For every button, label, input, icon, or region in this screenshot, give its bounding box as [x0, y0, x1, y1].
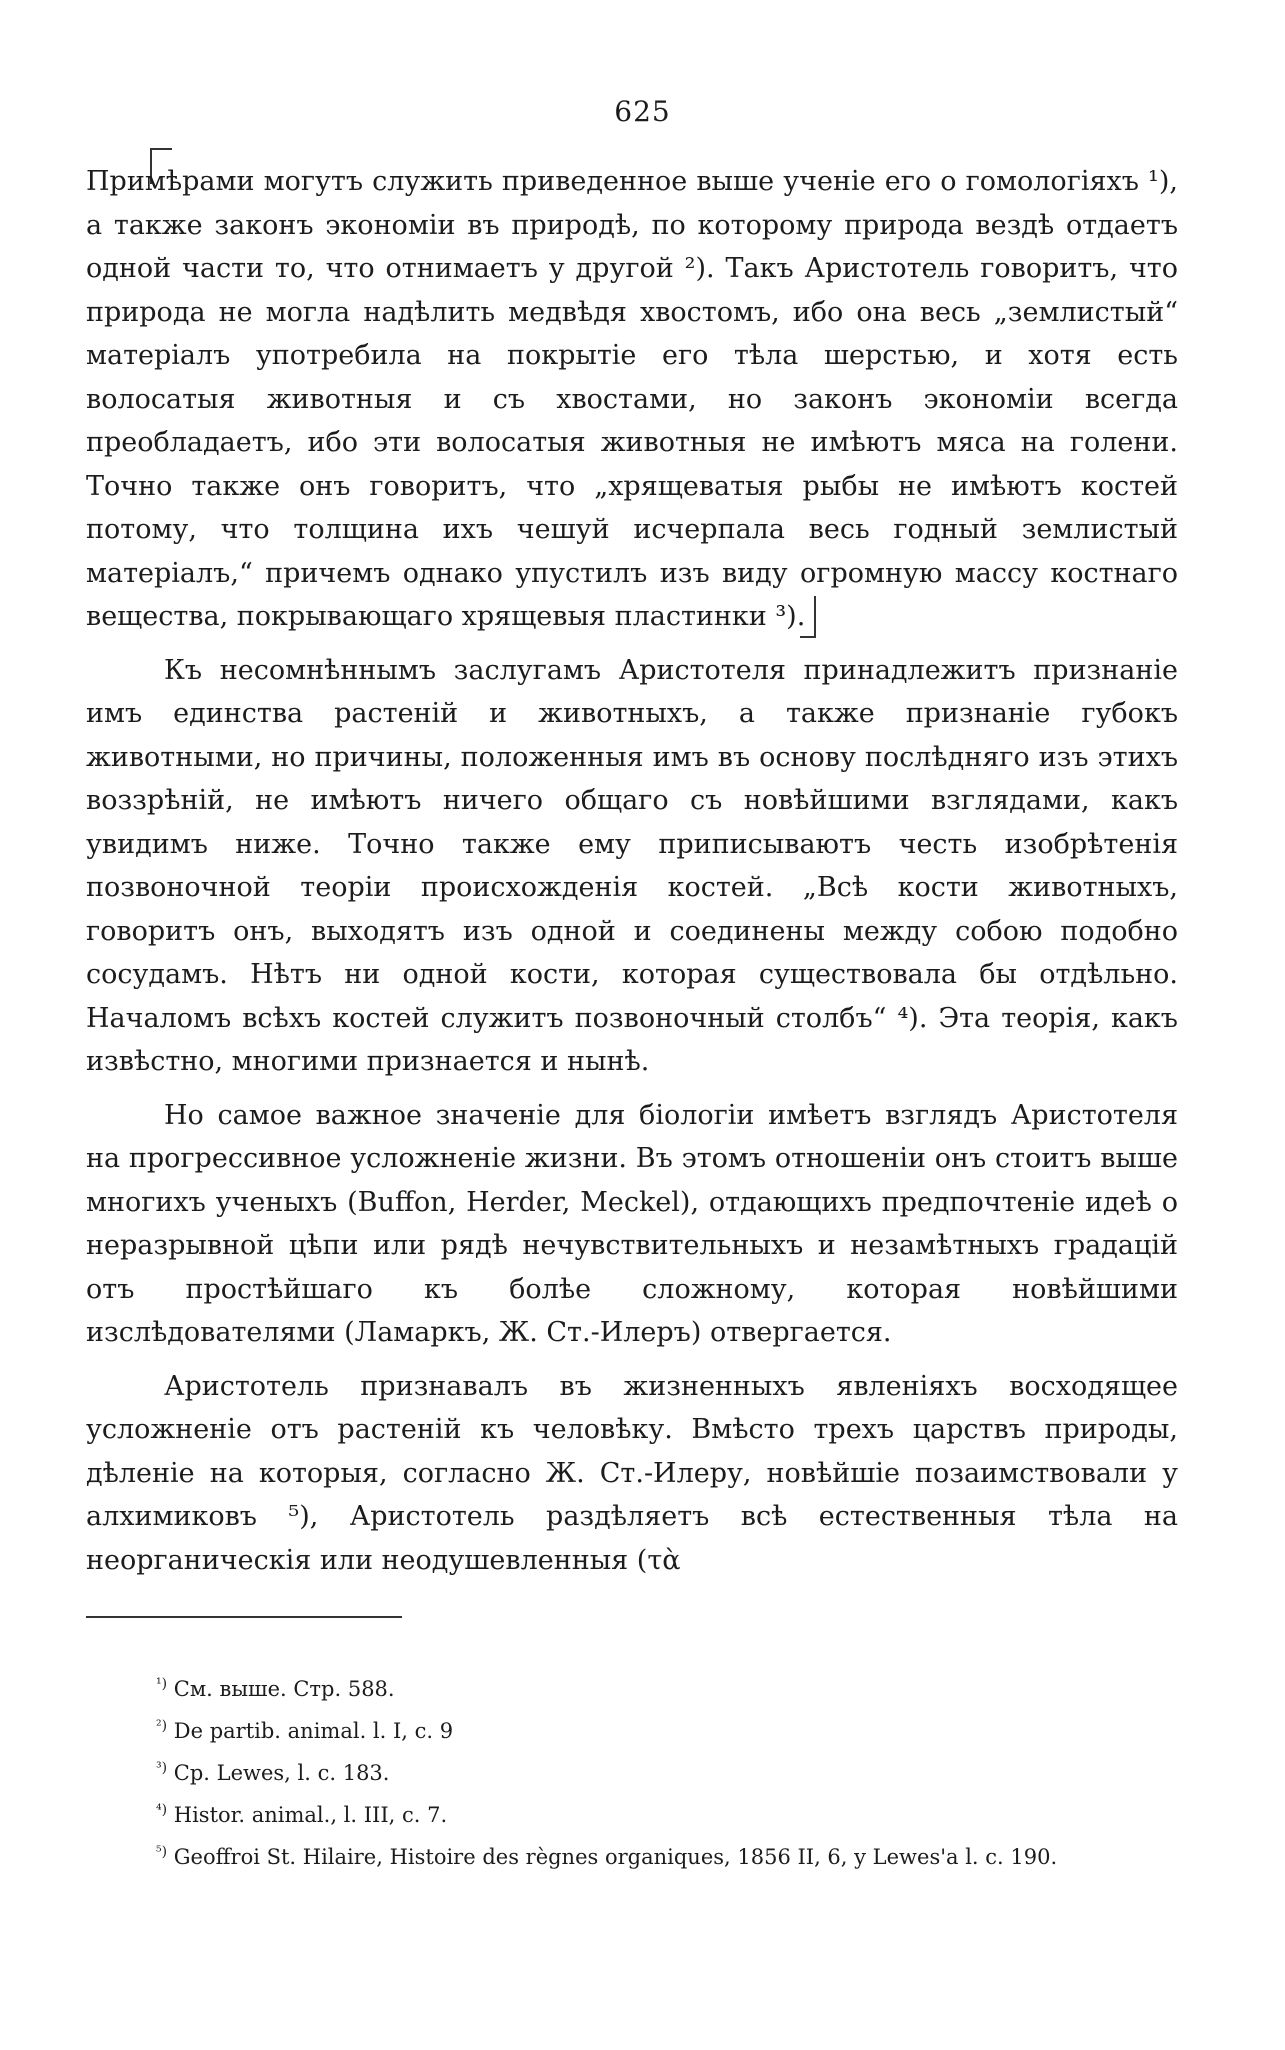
- paragraph-4: Аристотель признавалъ въ жизненныхъ явленіяхъ восходящее усложненіе отъ растеній къ человѣку. Вмѣсто трехъ царствъ природы, дѣленіе на которыя, согласно Ж. Ст.-Илеру, новѣйшіе позаимствовали у алхимиковъ ⁵), Аристотель раздѣляетъ всѣ естественныя тѣла на неорганическія или неодушевленныя (τὰ: [86, 1370, 1178, 1576]
- footnote-text: Histor. animal., l. III, c. 7.: [173, 1803, 448, 1827]
- footnote-divider: [86, 1616, 402, 1618]
- paragraph-1: Примѣрами могутъ служить приведенное выше ученіе его о гомологіяхъ ¹), а также законъ экономіи въ природѣ, по которому природа вездѣ отдаетъ одной части то, что отнимаетъ у другой ²). Такъ Аристотель говоритъ, что природа не могла надѣлить медвѣдя хвостомъ, ибо она весь „землистый“ матеріалъ употребила на покрытіе его тѣла шерстью, и хотя есть волосатыя животныя и съ хвостами, но законъ экономіи всегда преобладаетъ, ибо эти волосатыя животныя не имѣютъ мяса на голени. Точно также онъ говоритъ, что „хрящеватыя рыбы не имѣютъ костей потому, что толщина ихъ чешуй исчерпала весь годный землистый матеріалъ,“ причемъ однако упустилъ изъ виду огромную массу костнаго вещества, покрывающаго хрящевыя пластинки ³).: [86, 166, 1178, 632]
- footnote-mark: ⁵): [156, 1844, 168, 1860]
- main-text: [86, 160, 1178, 1592]
- footnote-2: [86, 1710, 1178, 1752]
- footnote-4: [86, 1794, 1178, 1836]
- footnote-1: [86, 1668, 1178, 1710]
- paragraph-3: Но самое важное значеніе для біологіи имѣетъ взглядъ Аристотеля на прогрессивное усложненіе жизни. Въ этомъ отношеніи онъ стоитъ выше многихъ ученыхъ (Buffon, Herder, Meckel), отдающихъ предпочтеніе идеѣ о неразрывной цѣпи или рядѣ нечувствительныхъ и незамѣтныхъ градацій отъ простѣйшаго къ болѣе сложному, которая новѣйшими изслѣдователями (Ламаркъ, Ж. Ст.-Илеръ) отвергается.: [86, 1099, 1178, 1348]
- footnote-text: De partib. animal. l. I, c. 9: [173, 1719, 454, 1743]
- footnotes: [86, 1668, 1178, 1878]
- footnote-mark: ²): [156, 1718, 168, 1734]
- footnote-text: Geoffroi St. Hilaire, Histoire des règnes organiques, 1856 II, 6, y Lewes'a l. c. 190.: [173, 1845, 1058, 1869]
- footnote-mark: ⁴): [156, 1802, 168, 1818]
- page-number: 625: [614, 95, 671, 128]
- footnote-mark: ³): [156, 1760, 168, 1776]
- footnote-text: Cp. Lewes, l. c. 183.: [173, 1761, 390, 1785]
- footnote-mark: ¹): [156, 1676, 168, 1692]
- paragraph-2: Къ несомнѣннымъ заслугамъ Аристотеля принадлежитъ признаніе имъ единства растеній и животныхъ, а также признаніе губокъ животными, но причины, положенныя имъ въ основу послѣдняго изъ этихъ воззрѣній, не имѣютъ ничего общаго съ новѣйшими взглядами, какъ увидимъ ниже. Точно также ему приписываютъ честь изобрѣтенія позвоночной теоріи происхожденія костей. „Всѣ кости животныхъ, говоритъ онъ, выходятъ изъ одной и соединены между собою подобно сосудамъ. Нѣтъ ни одной кости, которая существовала бы отдѣльно. Началомъ всѣхъ костей служитъ позвоночный столбъ“ ⁴). Эта теорія, какъ извѣстно, многими признается и нынѣ.: [86, 654, 1178, 1077]
- footnote-5: [86, 1836, 1178, 1878]
- footnote-text: См. выше. Стр. 588.: [173, 1677, 395, 1701]
- footnote-3: [86, 1752, 1178, 1794]
